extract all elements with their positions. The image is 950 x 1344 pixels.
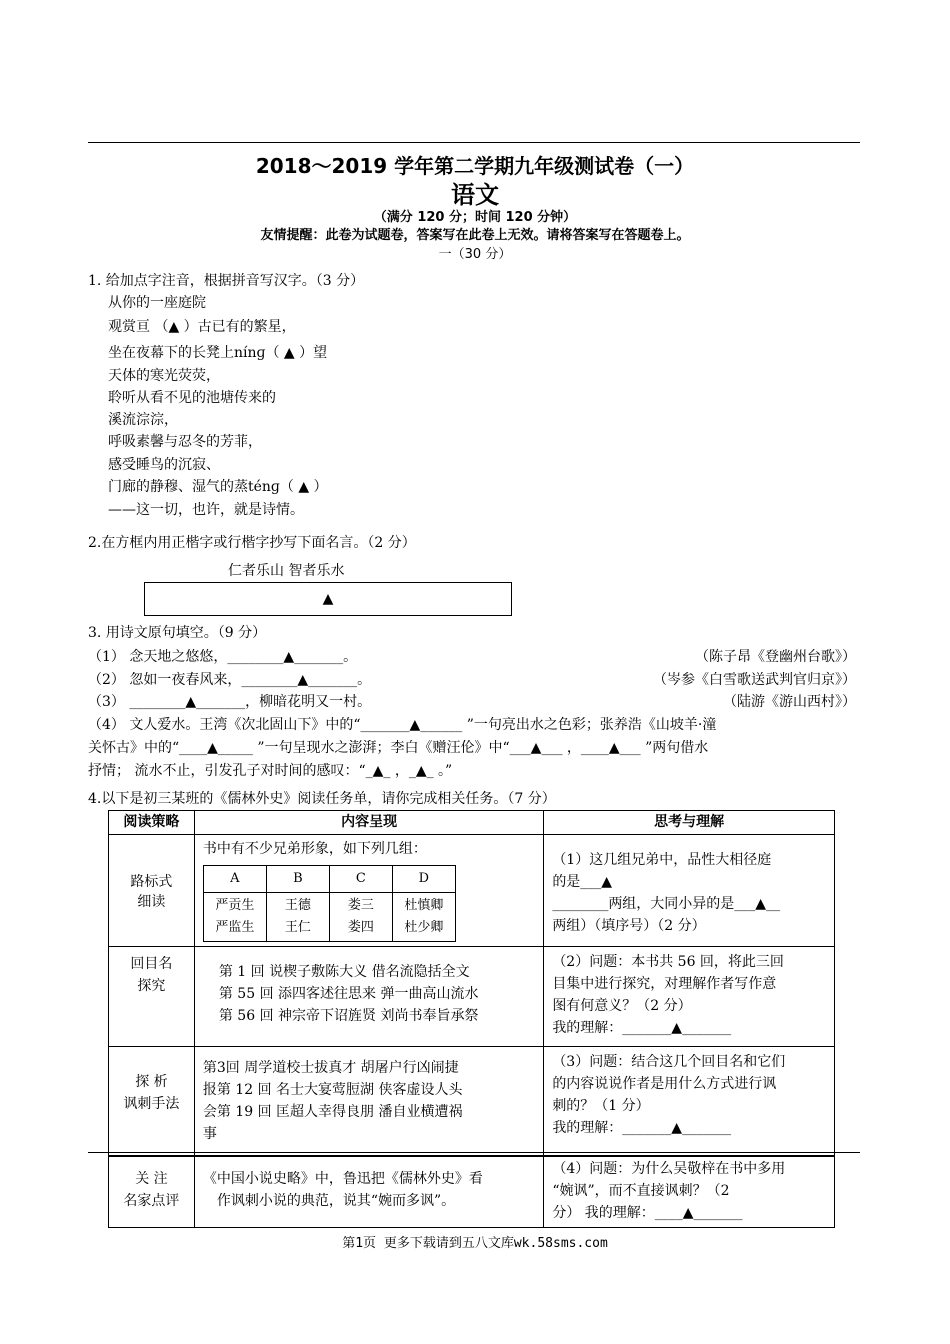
group-label: D [392,866,455,893]
q3-source-2: （岑参《白雪歌送武判官归京》） [653,672,856,688]
think-line[interactable]: 的是___▲ [552,874,613,890]
critique-line: 作讽刺小说的典范，说其“婉而多讽”。 [216,1193,456,1209]
critique-line: 《中国小说史略》中，鲁迅把《儒林外史》看 [202,1171,483,1187]
think-line: 两组）（填序号）（2 分） [552,918,706,934]
think-line: （3）问题：结合这几个回目名和它们 [552,1054,786,1070]
group-label: C [329,866,392,893]
name: 王德 [284,898,311,913]
think-cell [544,1156,835,1228]
group-names [266,893,329,942]
chapter-line: 会第 19 回 匡超人幸得良朋 潘自业横遭祸 [202,1104,463,1120]
name: 严监生 [215,920,255,935]
strategy-cell [109,1156,195,1228]
q3-item-1 [88,646,357,666]
name: 杜少卿 [404,920,444,935]
item-end: 。 [343,649,358,665]
item-text: （2） 忽如一夜春风来， [88,672,242,688]
strategy-cell [109,835,195,947]
strategy-line: 名家点评 [123,1193,180,1209]
poem-line: 感受睡鸟的沉寂、 [108,457,220,473]
strategy-line: 路标式 [130,873,173,890]
reminder: 友情提醒：此卷为试题卷，答案写在此卷上无效。请将答案写在答题卷上。 [260,228,690,243]
poem-line: 溪流淙淙， [108,412,178,428]
item-end: ，柳暗花明又一村。 [245,694,372,710]
poem-line: 门廊的静穆、湿气的蒸ténɡ（ ▲ ） [108,479,328,495]
think-cell [544,947,835,1047]
q3-item-4-line: 关怀古》中的“____▲_____ ”一句呈现水之澎湃；李白《赠汪伦》中“___▲___ ，____▲___ ”两句借水 [88,740,709,756]
think-line: 的内容说说作者是用什么方式进行讽 [552,1076,777,1092]
chapter-line: 报第 12 回 名士大宴莺脰湖 侠客虚设人头 [202,1082,463,1098]
think-line: （4）问题：为什么吴敬梓在书中多用 [552,1161,786,1177]
q3-item-2 [88,669,371,689]
content-cell [194,835,543,947]
answer-marker: ▲ [322,591,334,607]
think-cell [544,1047,835,1157]
name: 娄三 [347,898,374,913]
poem-line: 坐在夜幕下的长凳上nínɡ（ ▲ ）望 [108,345,328,361]
q2-answer-box[interactable] [144,582,512,616]
group-names [203,893,266,942]
reading-task-table-continued [108,1155,835,1228]
strategy-line: 关 注 [135,1171,168,1187]
group-label: A [203,866,266,893]
q2-quote: 仁者乐山 智者乐水 [228,563,345,579]
group-names [329,893,392,942]
answer-blank[interactable]: ________▲_______ [227,649,344,665]
poem-line: 呼吸素馨与忍冬的芳菲， [108,434,262,450]
think-line[interactable]: ________两组，大同小异的是___▲__ [552,896,781,912]
poem-line: 从你的一座庭院 [108,295,206,311]
top-rule [88,142,860,143]
think-line: 刺的？（1 分） [552,1098,650,1114]
poem-line: ——这一切，也许，就是诗情。 [108,502,304,518]
page-footer: 第1页 更多下载请到五八文库wk.58sms.com [342,1236,608,1251]
q2-prompt: 2.在方框内用正楷字或行楷字抄写下面名言。（2 分） [88,535,416,551]
q3-prompt: 3. 用诗文原句填空。（9 分） [88,625,267,641]
group-label: B [266,866,329,893]
header-think: 思考与理解 [544,811,835,835]
q3-item-4-line: （4） 文人爱水。王湾《次北固山下》中的“_______▲______ ”一句亮出水之色彩；张养浩《山坡羊·潼 [88,717,717,733]
q1-prompt: 1. 给加点字注音，根据拼音写汉字。（3 分） [88,273,365,289]
item-text: （1） 念天地之悠悠， [88,649,228,665]
chapter-line: 第3回 周学道校士拔真才 胡屠户行凶闹捷 [202,1060,459,1076]
think-cell [544,835,835,947]
section-heading: 一（30 分） [438,247,512,262]
strategy-line: 细读 [137,893,166,910]
header-strategy: 阅读策略 [109,811,195,835]
q3-item-3 [88,691,371,711]
q4-prompt: 4.以下是初三某班的《儒林外史》阅读任务单，请你完成相关任务。（7 分） [88,791,556,807]
think-line: （1）这几组兄弟中，品性大相径庭 [552,852,772,868]
think-line: 图有何意义？（2 分） [552,998,692,1014]
item-text: （3） [88,694,130,710]
content-cell [194,1047,543,1157]
name: 娄四 [347,920,374,935]
group-names [392,893,455,942]
strategy-line: 讽刺手法 [123,1096,180,1112]
chapter-line: 第 55 回 添四客述往思来 弹一曲高山流水 [218,986,479,1002]
name: 杜慎卿 [404,898,444,913]
answer-blank[interactable]: ________▲_______ [129,694,246,710]
think-line: “婉讽”，而不直接讽刺？（2 [552,1183,730,1199]
think-line[interactable]: 我的理解：_______▲_______ [552,1120,732,1136]
answer-blank[interactable]: ________▲_______ [241,672,358,688]
content-cell [194,947,543,1047]
strategy-line: 探 析 [135,1074,168,1090]
table-break-rule [88,1152,860,1153]
chapter-line: 事 [202,1126,217,1142]
name: 王仁 [284,920,311,935]
reading-task-table [108,810,835,1157]
name: 严贡生 [215,898,255,913]
score-time: （满分 120 分；时间 120 分钟） [373,210,577,225]
think-line[interactable]: 我的理解：_______▲_______ [552,1020,732,1036]
item-end: 。 [357,672,372,688]
q3-source-3: （陆游《游山西村》） [723,694,856,710]
strategy-line: 探究 [137,978,166,994]
chapter-line: 第 1 回 说楔子敷陈大义 借名流隐括全文 [218,964,470,980]
subject-title: 语文 [451,181,499,209]
strategy-cell [109,947,195,1047]
header-content: 内容呈现 [194,811,543,835]
strategy-line: 回目名 [130,956,173,972]
q3-item-4-line: 抒情； 流水不止，引发孔子对时间的感叹：“_▲_ ，_▲_ 。” [88,763,453,779]
poem-line: 聆听从看不见的池塘传来的 [108,390,276,406]
poem-line: 观赏亘 （▲ ）古已有的繁星， [108,319,296,335]
poem-line: 天体的寒光荧荧， [108,368,220,384]
content-intro: 书中有不少兄弟形象，如下列几组： [202,841,427,857]
exam-title: 2018～2019 学年第二学期九年级测试卷（一） [255,154,695,178]
strategy-cell [109,1047,195,1157]
q3-source-1: （陈子昂《登幽州台歌》） [695,649,856,665]
chapter-line: 第 56 回 神宗帝下诏旌贤 刘尚书奉旨承祭 [218,1008,479,1024]
brothers-table [203,865,456,942]
content-cell [194,1156,543,1228]
think-line[interactable]: 分） 我的理解：____▲_______ [552,1205,743,1221]
think-line: （2）问题：本书共 56 回，将此三回 [552,954,784,970]
think-line: 目集中进行探究，对理解作者写作意 [552,976,777,992]
